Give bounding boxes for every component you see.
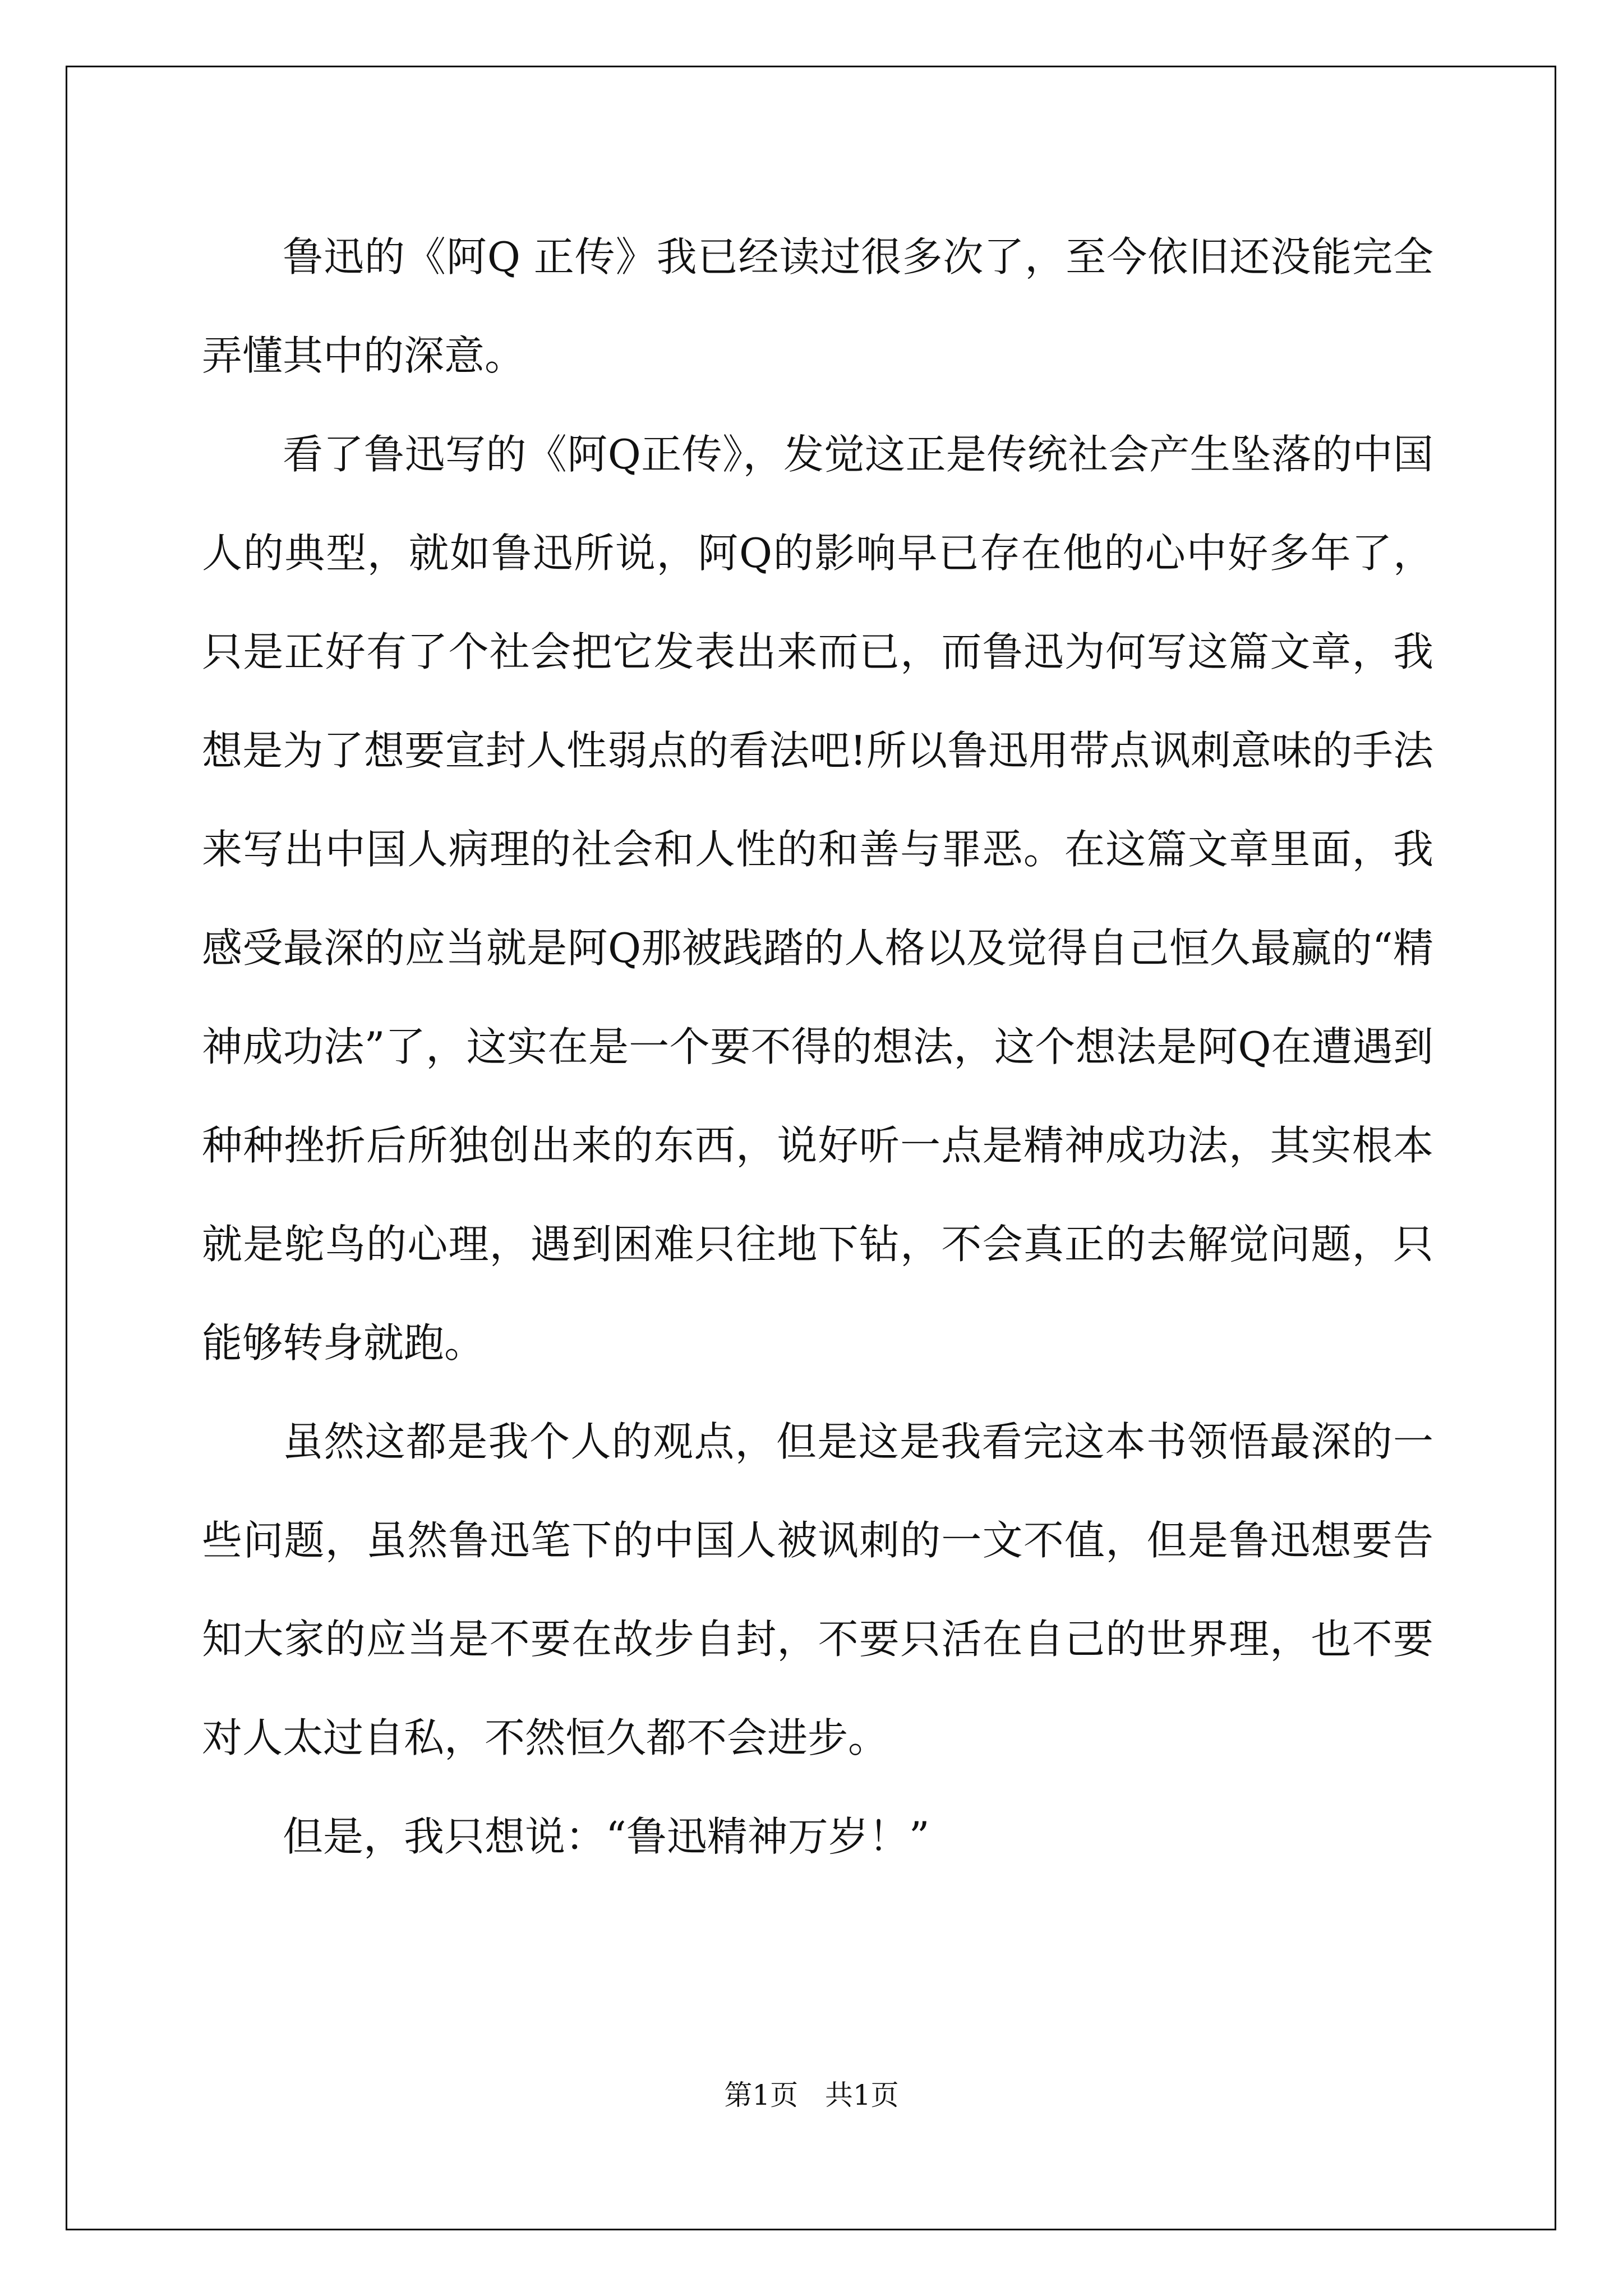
- document-body: [202, 208, 1433, 1886]
- paragraph-1: 鲁迅的《阿Q 正传》我已经读过很多次了，至今依旧还没能完全弄懂其中的深意。: [202, 233, 1433, 379]
- paragraph-4: 但是，我只想说：“鲁迅精神万岁！”: [283, 1813, 930, 1860]
- paragraph-2: 看了鲁迅写的《阿Q正传》，发觉这正是传统社会产生坠落的中国人的典型，就如鲁迅所说，阿Q的影响早已存在他的心中好多年了，只是正好有了个社会把它发表出来而已，而鲁迅为何写这篇文章，我想是为了想要宣封人性弱点的看法吧!所以鲁迅用带点讽刺意味的手法来写出中国人病理的社会和人性的和善与罪恶。在这篇文章里面，我感受最深的应当就是阿Q那被践踏的人格以及觉得自己恒久最赢的“精神成功法”了，这实在是一个要不得的想法，这个想法是阿Q在遭遇到种种挫折后所独创出来的东西，说好听一点是精神成功法，其实根本就是鸵鸟的心理，遇到困难只往地下钻，不会真正的去解觉问题，只能够转身就跑。: [202, 431, 1433, 1366]
- page-number: 第1页 共1页: [724, 2079, 899, 2111]
- paragraph-3: 虽然这都是我个人的观点，但是这是我看完这本书领悟最深的一些问题，虽然鲁迅笔下的中国人被讽刺的一文不值，但是鲁迅想要告知大家的应当是不要在故步自封，不要只活在自己的世界理，也不要对人太过自私，不然恒久都不会进步。: [202, 1418, 1433, 1761]
